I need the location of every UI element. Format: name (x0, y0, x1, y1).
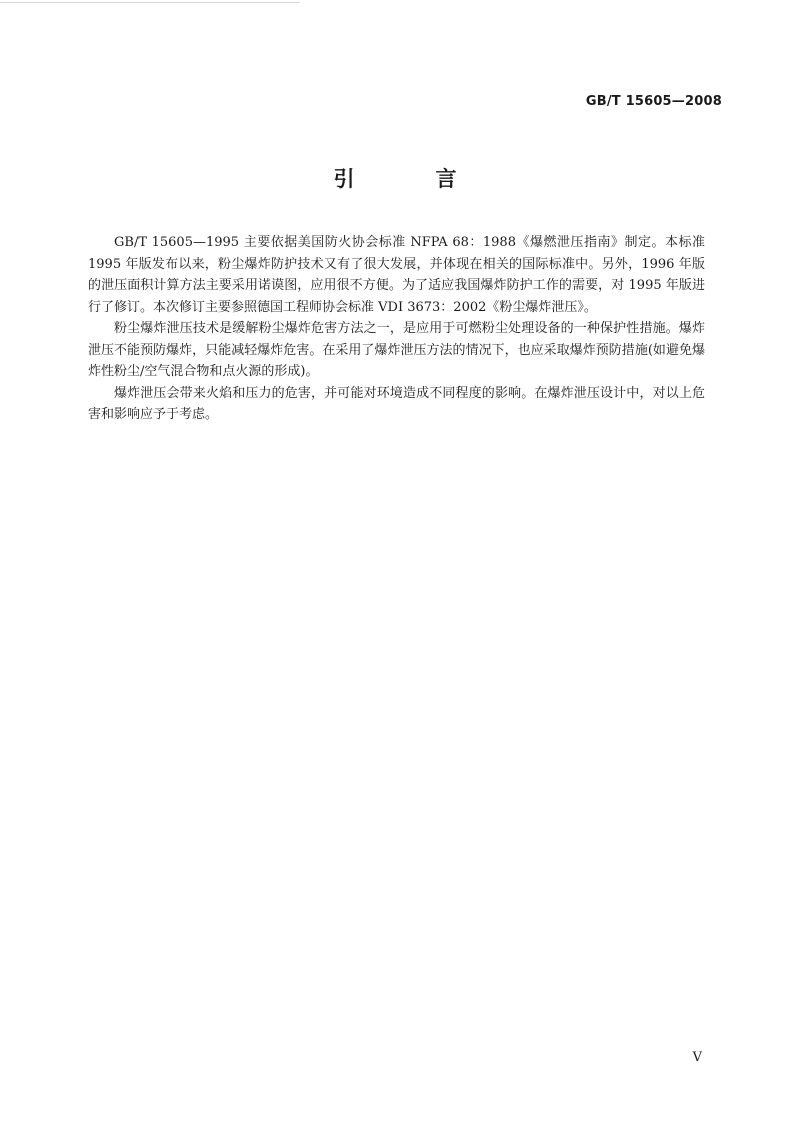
paragraph: 粉尘爆炸泄压技术是缓解粉尘爆炸危害方法之一，是应用于可燃粉尘处理设备的一种保护性措施。爆炸泄压不能预防爆炸，只能减轻爆炸危害。在采用了爆炸泄压方法的情况下，也应采取爆炸预防措施(如避免爆炸性粉尘/空气混合物和点火源的形成)。 (88, 321, 705, 379)
page-number: V (692, 1050, 702, 1065)
paragraph: GB/T 15605—1995 主要依据美国防火协会标准 NFPA 68：1988《爆燃泄压指南》制定。本标准 1995 年版发布以来，粉尘爆炸防护技术又有了很大发展，并体现在相关的国际标准中。另外，1996 年版的泄压面积计算方法主要采用诺谟图，应用很不方便。为了适应我国爆炸防护工作的需要，对 1995 年版进行了修订。本次修订主要参照德国工程师协会标准 VDI 3673：2002《粉尘爆炸泄压》。 (88, 235, 705, 315)
page-title: 引 言 (333, 167, 487, 191)
paragraph: 爆炸泄压会带来火焰和压力的危害，并可能对环境造成不同程度的影响。在爆炸泄压设计中，对以上危害和影响应予于考虑。 (88, 385, 705, 422)
body-text (88, 232, 705, 426)
scan-edge-line (0, 2, 300, 3)
standard-number: GB/T 15605—2008 (585, 94, 722, 109)
